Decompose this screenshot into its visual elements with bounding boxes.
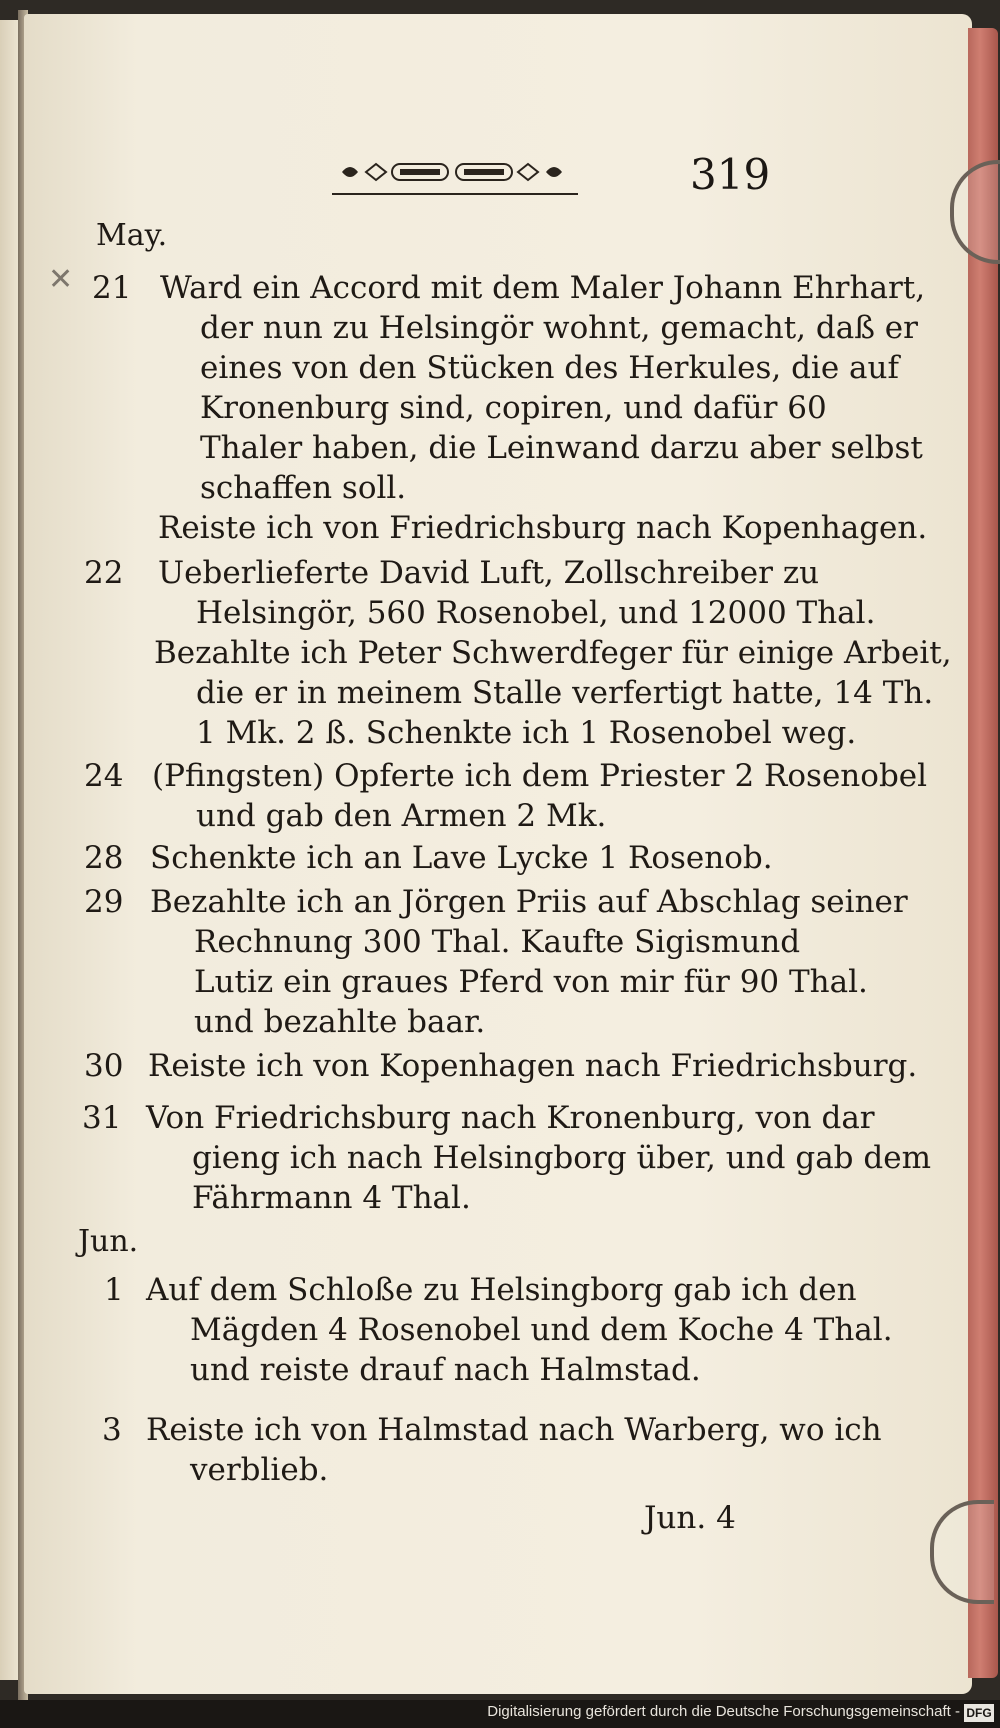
entry-line: Rechnung 300 Thal. Kaufte Sigismund [194, 924, 801, 960]
entry-day: 24 [84, 758, 124, 794]
entry-line: 1 Mk. 2 ß. Schenkte ich 1 Rosenobel weg. [196, 715, 857, 751]
entry-line: schaffen soll. [200, 470, 407, 506]
entry-day: 31 [82, 1100, 122, 1136]
entry-day: 22 [84, 555, 124, 591]
dfg-logo: DFG [964, 1704, 994, 1722]
entry-line: und gab den Armen 2 Mk. [196, 798, 607, 834]
ornament-header-icon [332, 150, 578, 196]
entry-day: 28 [84, 840, 124, 876]
entry-line: Auf dem Schloße zu Helsingborg gab ich den [146, 1272, 857, 1308]
entry-line: Reiste ich von Halmstad nach Warberg, wo ich [146, 1412, 882, 1448]
entry-day: 1 [104, 1272, 124, 1308]
entry-line: Ueberlieferte David Luft, Zollschreiber zu [158, 555, 820, 591]
entry-line: gieng ich nach Helsingborg über, und gab dem [192, 1140, 931, 1176]
entry-line: Thaler haben, die Leinwand darzu aber selbst [200, 430, 923, 466]
entry-line: Reiste ich von Kopenhagen nach Friedrichsburg. [148, 1048, 918, 1084]
entry-line: eines von den Stücken des Herkules, die auf [200, 350, 899, 386]
entry-line: Schenkte ich an Lave Lycke 1 Rosenob. [150, 840, 773, 876]
month-heading-may: May. [96, 218, 168, 253]
entry-line: Bezahlte ich Peter Schwerdfeger für einige Arbeit, [154, 635, 952, 671]
entry-line: verblieb. [190, 1452, 329, 1488]
entry-day: 3 [102, 1412, 122, 1448]
entry-line: Lutiz ein graues Pferd von mir für 90 Thal. [194, 964, 868, 1000]
entry-line: der nun zu Helsingör wohnt, gemacht, daß er [200, 310, 918, 346]
catchword: Jun. 4 [644, 1500, 736, 1536]
entry-day: 29 [84, 884, 124, 920]
entry-line: Ward ein Accord mit dem Maler Johann Ehrhart, [160, 270, 926, 306]
entry-line: Kronenburg sind, copiren, und dafür 60 [200, 390, 827, 426]
entry-line: Fährmann 4 Thal. [192, 1180, 471, 1216]
entry-line: Bezahlte ich an Jörgen Priis auf Abschlag seiner [150, 884, 908, 920]
red-page-edge [968, 28, 998, 1678]
pencil-mark-icon: ✕ [48, 262, 74, 297]
entry-line: (Pfingsten) Opferte ich dem Priester 2 Rosenobel [152, 758, 928, 794]
footer-credit: Digitalisierung gefördert durch die Deutsche Forschungsgemeinschaft - [487, 1703, 960, 1720]
entry-line: Von Friedrichsburg nach Kronenburg, von dar [146, 1100, 875, 1136]
entry-line: Reiste ich von Friedrichsburg nach Kopenhagen. [158, 510, 928, 546]
entry-line: Mägden 4 Rosenobel und dem Koche 4 Thal. [190, 1312, 893, 1348]
entry-line: und reiste drauf nach Halmstad. [190, 1352, 701, 1388]
month-heading-jun: Jun. [78, 1224, 139, 1259]
entry-day: 21 [92, 270, 132, 306]
page-number: 319 [690, 150, 771, 199]
entry-line: die er in meinem Stalle verfertigt hatte, 14 Th. [196, 675, 934, 711]
entry-line: und bezahlte baar. [194, 1004, 486, 1040]
entry-line: Helsingör, 560 Rosenobel, und 12000 Thal. [196, 595, 876, 631]
entry-day: 30 [84, 1048, 124, 1084]
